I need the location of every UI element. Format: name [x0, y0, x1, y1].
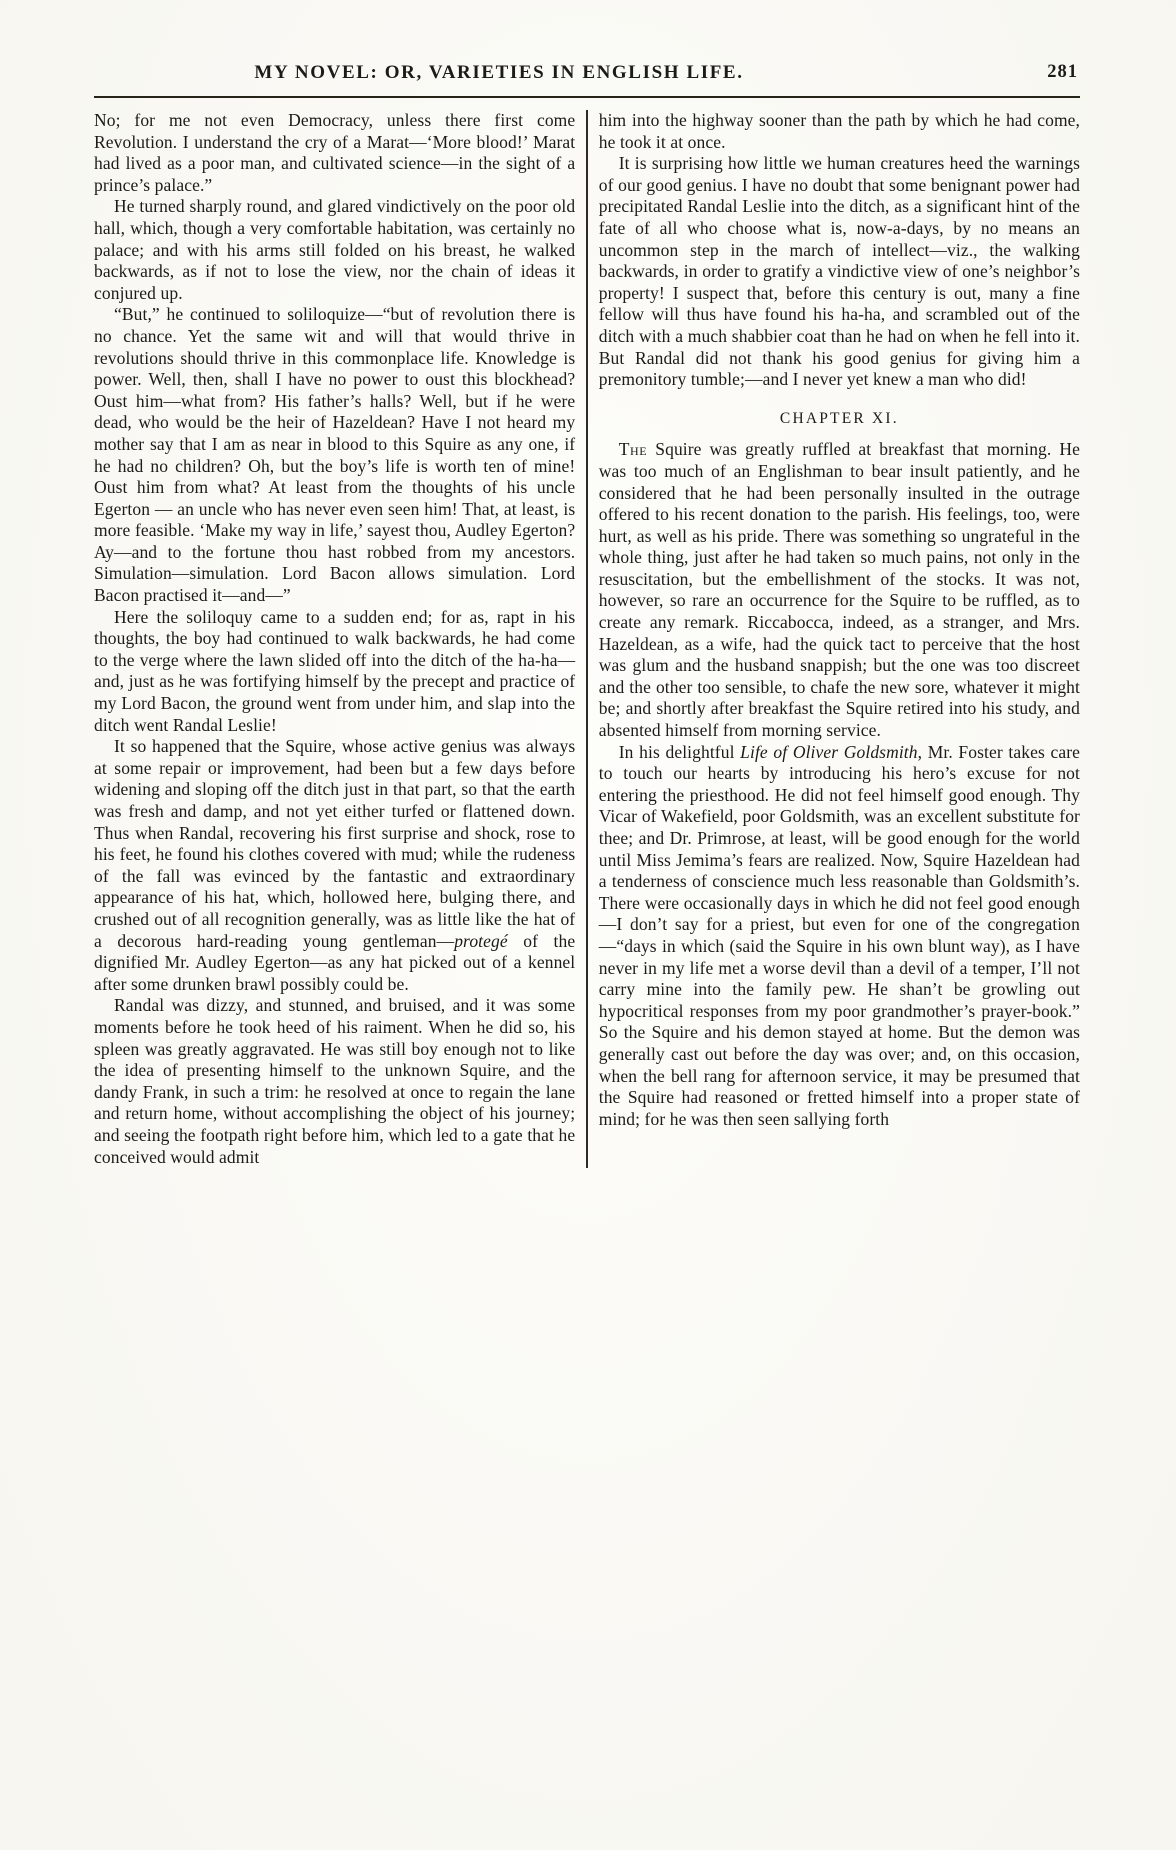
text-run: of the dignified Mr. Audley Egerton—as any hat picked out of a kennel after some drunken brawl possibly could be. [94, 930, 576, 994]
text-run: Here the soliloquy came to a sudden end; for as, rapt in his thoughts, the boy had continued to walk backwards, he had come to the verge where the lawn slided off into the ditch of the ha-ha—and, just as he was fortifying himself by the precept and practice of my Lord Bacon, the ground went from under him, and slap into the ditch went Randal Leslie! [94, 606, 576, 735]
paragraph-continuation [599, 110, 1080, 153]
chapter-heading [599, 408, 1080, 430]
paragraph [94, 196, 575, 304]
left-column [94, 110, 586, 1168]
text-run-smallcaps: The [618, 439, 648, 460]
text-columns [94, 110, 1080, 1168]
paragraph [94, 304, 575, 606]
text-run: him into the highway sooner than the path by which he had come, he took it at once. [598, 110, 1080, 152]
page-number: 281 [1047, 62, 1078, 82]
text-run: “But,” he continued to soliloquize—“but of revolution there is no chance. Yet the same wit and will that would thrive in revolutions should thrive in this commonplace life. Knowledge is power. Well, then, shall I have no power to oust this blockhead? Oust him—what from? His father’s halls? Well, but if he were dead, who would be the heir of Hazeldean? Have I not heard my mother say that I am as near in blood to this Squire as any one, if he had no children? Oh, but the boy’s life is worth ten of mine! Oust him from what? At least from the thoughts of his uncle Egerton — an uncle who has never even seen him! That, at least, is more feasible. ‘Make my way in life,’ sayest thou, Audley Egerton? Ay—and to the fortune thou hast robbed from my ancestors. Simulation—simulation. Lord Bacon allows simulation. Lord Bacon practised it—and—” [94, 304, 576, 606]
text-run-italic: Life of Oliver Goldsmith [740, 741, 918, 762]
page-title: MY NOVEL: OR, VARIETIES IN ENGLISH LIFE. [254, 62, 744, 83]
paragraph [94, 995, 575, 1168]
text-run: Randal was dizzy, and stunned, and bruised, and it was some moments before he took heed of his raiment. When he did so, his spleen was greatly aggravated. He was still boy enough not to like the idea of presenting himself to the unknown Squire, and the dandy Frank, in such a trim: he resolved at once to regain the lane and return home, without accomplishing the object of his journey; and seeing the footpath right before him, which led to a gate that he conceived would admit [94, 995, 576, 1167]
text-run: It so happened that the Squire, whose active genius was always at some repair or improvement, had been but a few days before widening and sloping off the ditch just in that part, so that the earth was fresh and damp, and not yet either turfed or flattened down. Thus when Randal, recovering his first surprise and shock, rose to his feet, he found his clothes covered with mud; while the rudeness of the fall was evinced by the fantastic and extraordinary appearance of his hat, which, hollowed here, bulging there, and crushed out of all recognition generally, was as little like the hat of a decorous hard-reading young gentleman— [94, 736, 576, 951]
paragraph [599, 153, 1080, 391]
text-run: He turned sharply round, and glared vindictively on the poor old hall, which, though a very comfortable habitation, was certainly no palace; and with his arms still folded on his breast, he walked backwards, as if not to lose the view, nor the chain of ideas it conjured up. [94, 196, 576, 303]
text-run: In his delightful [618, 741, 741, 762]
header-rule [94, 96, 1080, 98]
paragraph [94, 736, 575, 995]
text-run: No; for me not even Democracy, unless there first come Revolution. I understand the cry of a Marat—‘More blood!’ Marat had lived as a poor man, and cultivated science—in the sight of a prince’s palace.” [94, 110, 576, 195]
text-run: Squire was greatly ruffled at breakfast that morning. He was too much of an Englishman to bear insult patiently, and he considered that he had been personally insulted in the outrage offered to his recent donation to the parish. His feelings, too, were hurt, as well as his pride. There was something so ungrateful in the whole thing, just after he had taken so much pains, not only in the resuscitation, but the embellishment of the stocks. It was not, however, so rare an occurrence for the Squire to be ruffled, as to create any remark. Riccabocca, indeed, as a stranger, and Mrs. Hazeldean, as a wife, had the quick tact to perceive that the host was glum and the husband snappish; but the one was too discreet and the other too sensible, to chafe the new sore, whatever it might be; and shortly after breakfast the Squire retired into his study, and absented himself from morning service. [598, 439, 1080, 741]
running-head [94, 62, 1080, 98]
paragraph-continuation [94, 110, 575, 196]
text-run-italic: protegé [454, 930, 508, 951]
text-run: , Mr. Foster takes care to touch our hearts by introducing his hero’s excuse for not entering the priesthood. He did not feel himself good enough. Thy Vicar of Wakefield, poor Goldsmith, was an excellent substitute for thee; and Dr. Primrose, at least, will be good enough for the world until Miss Jemima’s fears are realized. Now, Squire Hazeldean had a tenderness of conscience much less reasonable than Goldsmith’s. There were occasionally days in which he did not feel good enough—I don’t say for a priest, but even for one of the congregation—“days in which (said the Squire in his own blunt way), as I have never in my life met a worse devil than a devil of a temper, I’ll not carry mine into the family pew. He shan’t be growling out hypocritical responses from my poor grandmother’s prayer-book.” So the Squire and his demon stayed at home. But the demon was generally cast out before the day was over; and, on this occasion, when the bell rang for afternoon service, it may be presumed that the Squire had reasoned or fretted himself into a proper state of mind; for he was then seen sallying forth [598, 741, 1081, 1129]
paragraph [94, 607, 575, 737]
text-run: It is surprising how little we human creatures heed the warnings of our good genius. I have no doubt that some benignant power had precipitated Randal Leslie into the ditch, as a significant hint of the fate of all who choose what is, now-a-days, by no means an uncommon step in the march of intellect—viz., the walking backwards, in order to gratify a vindictive view of one’s neighbor’s property! I suspect that, before this century is out, many a fine fellow will thus have found his ha-ha, and scrambled out of the ditch with a much shabbier coat than he had on when he fell into it. But Randal did not thank his good genius for giving him a premonitory tumble;—and I never yet knew a man who did! [598, 153, 1080, 390]
right-column [588, 110, 1080, 1168]
paragraph [599, 742, 1080, 1131]
paragraph [599, 439, 1080, 741]
text-run: CHAPTER XI. [779, 409, 899, 427]
